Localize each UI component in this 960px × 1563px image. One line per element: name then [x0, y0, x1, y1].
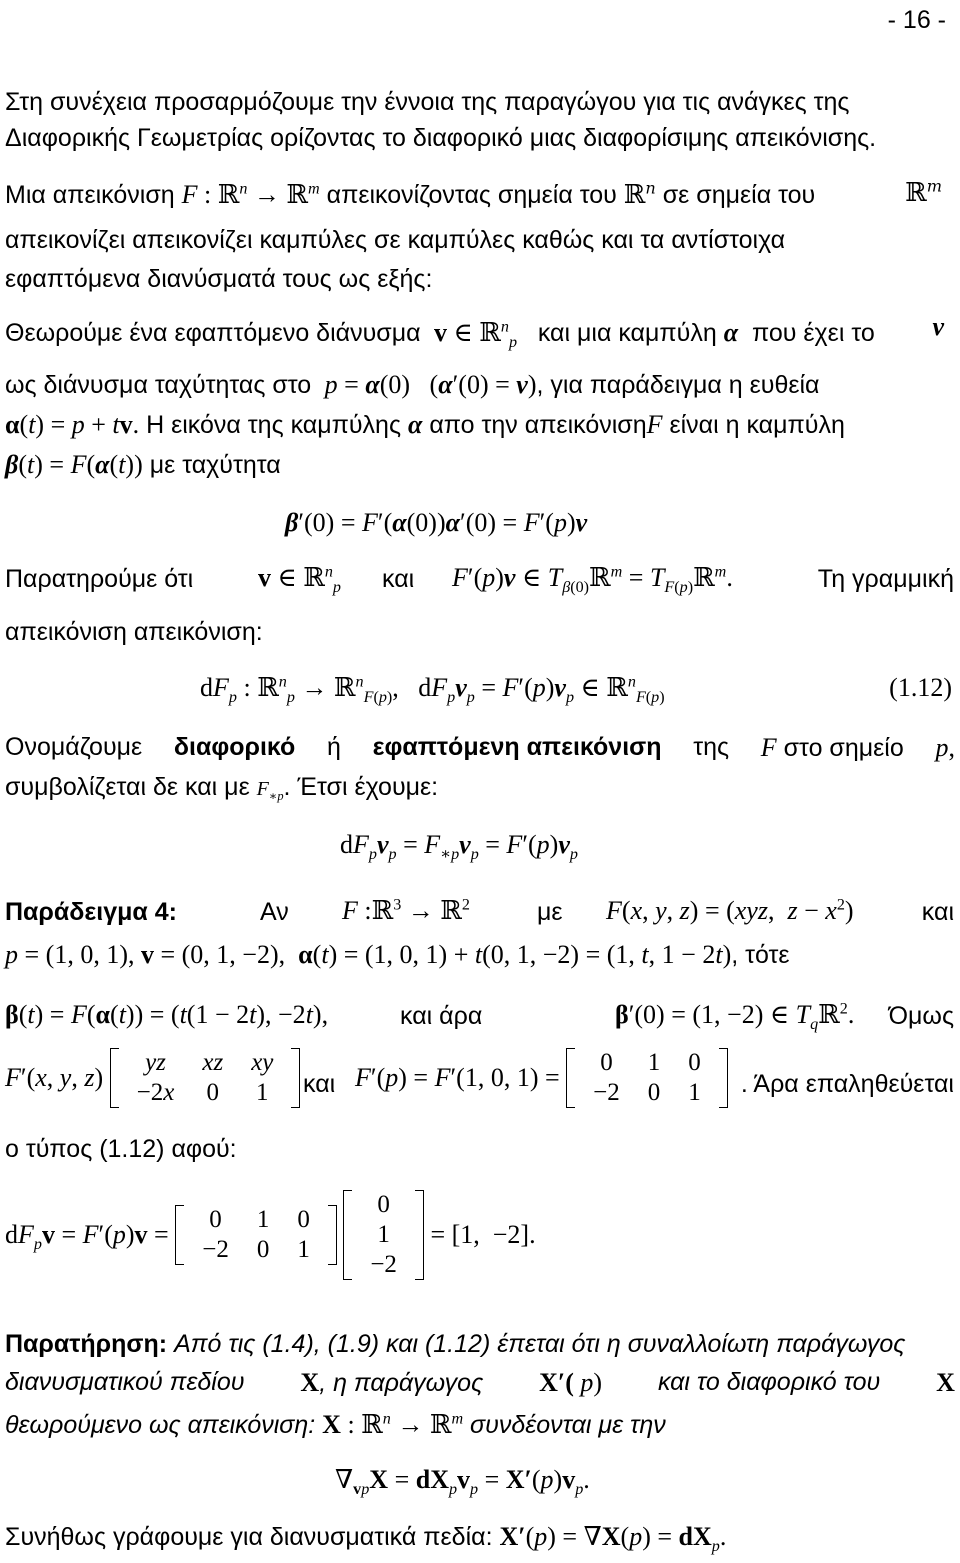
last-line [5, 1522, 955, 1556]
text: και [382, 565, 415, 593]
jacobian-at-p: 0 1 0 −2 0 1 [566, 1048, 728, 1108]
tangent-line-1 [5, 318, 955, 352]
text: σε σημεία του [662, 181, 816, 209]
example-line-5 [5, 1135, 955, 1164]
formula-p-v-alpha: p = (1, 0, 1), v = (0, 1, −2), α(t) = (1, 0, 1) + t(0, 1, −2) = (1, t, 1 − 2t) [5, 940, 732, 969]
with-text [537, 898, 563, 927]
tangent-line-2 [5, 370, 955, 400]
formula-p: p, [935, 733, 955, 762]
formula-Xprime: X′( p) [539, 1368, 603, 1397]
text-italic: θεωρούμενο ως απεικόνιση: [5, 1411, 316, 1439]
and-text [922, 898, 954, 927]
text: Διαφορικής Γεωμετρίας ορίζοντας το διαφορικό μιας διαφορίσιμης απεικόνισης. [5, 124, 877, 152]
and-text [382, 565, 414, 594]
formula-X-map: X : ℝ$^n$ → ℝ$^m$ [322, 1410, 464, 1440]
text: Τη γραμμική [817, 565, 954, 593]
formula-dFp-v: $dF_pv = F'(p)v$ = 0 1 0 −2 0 1 0 1 −2 = [1, −2]. [5, 1191, 536, 1278]
remark-line-1 [5, 1330, 955, 1359]
formula-alpha: α [723, 318, 739, 347]
observe-line-2 [5, 618, 955, 647]
formula-X-2: X [936, 1368, 955, 1397]
page-number: - 16 - [887, 6, 946, 34]
equation-number: (1.12) [889, 673, 952, 702]
map-definition-line [5, 176, 955, 210]
formula-v-in-rnp: v ∈ ℝ$^n_p$ [434, 318, 518, 352]
and-text-2 [303, 1070, 335, 1099]
text: εφαπτόμενα διανύσματά τους ως εξής: [5, 265, 433, 293]
text: , τότε [731, 941, 790, 969]
formula-alpha-2: α [407, 410, 423, 439]
formula-X: X [300, 1368, 320, 1397]
example-line-2 [5, 940, 955, 970]
formula-nabla: $\nabla_{vp}X = dX_pv_p = X'(p)v_p$. [335, 1465, 590, 1499]
text: Παρατηρούμε ότι [5, 565, 194, 593]
linear-text [818, 565, 954, 594]
text: Μια απεικόνιση [5, 181, 175, 209]
formula-beta-0: β′(0) = (1, −2) ∈ $T_qℝ^2$. [615, 1000, 855, 1034]
text: με [537, 898, 563, 926]
text-italic: και το διαφορικό του [657, 1368, 881, 1396]
text-italic: διανυσματικού πεδίου [5, 1368, 245, 1396]
formula-X-fields: $X'(p) = \nabla X(p) = dX_p$. [499, 1522, 727, 1556]
text: είναι η καμπύλη [669, 411, 845, 439]
text-italic: Από τις (1.4), (1.9) και (1.12) έπεται ότι η συναλλοίωτη παράγωγος [174, 1330, 906, 1358]
formula-map: F : ℝ$^n$ → ℝ$^m$ [181, 180, 320, 210]
formula-rm: ℝ$^m$ [905, 176, 942, 208]
text-italic: συνδέονται με την [470, 1411, 666, 1439]
text: συμβολίζεται δε και με [5, 773, 250, 801]
tangent-line-4 [5, 450, 955, 480]
text: Η εικόνα της καμπύλης [146, 411, 402, 439]
example-label: Παράδειγμα 4: [5, 898, 177, 926]
formula-rn: ℝ$^n$ [623, 178, 656, 210]
however-text [889, 1002, 954, 1031]
text: στο σημείο [783, 734, 904, 762]
formula-Fprime-p: F′(p) = F′(1, 0, 1) = 0 1 0 −2 0 1 [355, 1048, 728, 1108]
formula-Fxyz: F(x, y, z) = (xyz, $z - x^2$) [606, 896, 854, 925]
formula-dF-eq: $dF_pv_p = F_{∗p}v_p = F'(p)v_p$ [340, 830, 578, 864]
formula-v-in-rnp-2: v ∈ ℝ$^n_p$ [258, 563, 341, 597]
text: απεικόνιση απεικόνιση: [5, 618, 263, 646]
remark-line-3 [5, 1410, 955, 1440]
tangent-line-3 [5, 410, 955, 440]
formula-beta: β(t) = F(α(t)) [5, 450, 143, 479]
text: με ταχύτητα [149, 451, 281, 479]
formula-beta-t: β(t) = F(α(t)) = (t(1 − 2t), −2t), [5, 1000, 329, 1029]
formula-line: α(t) = p + tv. [5, 410, 140, 439]
intro-line-1 [5, 88, 955, 117]
text: Θεωρούμε ένα εφαπτόμενο διάνυσμα [5, 319, 421, 347]
jacobian-matrix: yz xz xy −2x 0 1 [110, 1048, 301, 1108]
text: . Έτσι έχουμε: [283, 773, 439, 801]
matrix-Fp: 0 1 0 −2 0 1 [175, 1205, 337, 1265]
map-line-2 [5, 226, 955, 255]
formula-Fv-in-T: F′(p)v ∈ $T_{\beta(0)}ℝ^m$ = $T_{F(p)}ℝ^m$. [452, 563, 733, 597]
map-line-3 [5, 265, 955, 294]
formula-F: F [646, 410, 663, 439]
text: ως διάνυσμα ταχύτητας στο [5, 371, 312, 399]
if-text [260, 898, 289, 927]
text: και άρα [400, 1002, 483, 1030]
text: Στη συνέχεια προσαρμόζουμε την έννοια της παραγώγου για τις ανάγκες της [5, 88, 850, 116]
name-line-1 [5, 733, 955, 763]
hence-text [400, 1002, 482, 1031]
formula-F: F [760, 733, 777, 762]
text: και μια καμπύλη [537, 319, 717, 347]
text: Όμως [888, 1002, 954, 1030]
text: απεικονίζει απεικονίζει καμπύλες σε καμπύλες καθώς και τα αντίστοιχα [5, 226, 786, 254]
intro-line-2 [5, 124, 955, 153]
text-italic: η παράγωγος [333, 1369, 484, 1397]
text: Αν [260, 898, 289, 926]
formula-Fprime-matrix: F′(x, y, z) yz xz xy −2x 0 1 [5, 1048, 300, 1108]
text-bold: διαφορικό [173, 733, 296, 761]
vector-v: 0 1 −2 [343, 1190, 424, 1280]
text: απο την απεικόνιση [429, 411, 647, 439]
remark-line-2: διανυσματικού πεδίου X, η παράγωγος X′( p) και το διαφορικό του X [5, 1368, 955, 1397]
text: ο τύπος (1.12) αφού: [5, 1135, 237, 1163]
text: , για παράδειγμα η ευθεία [536, 371, 820, 399]
remark-label: Παρατήρηση: [5, 1330, 168, 1358]
formula-beta-prime: β′(0) = F′(α(0))α′(0) = F′(p)v [285, 508, 588, 537]
text-bold: εφαπτόμενη απεικόνιση [372, 733, 662, 761]
formula-Fstar: $F_{∗p}$ [256, 778, 284, 803]
text: ή [327, 733, 341, 761]
text: Ονομάζουμε [5, 733, 143, 761]
text: και [921, 898, 954, 926]
formula-p-alpha0: p = α(0) (α′(0) = v) [324, 370, 537, 399]
text: που έχει το [752, 319, 875, 347]
formula-dFp: $dF_p$ : ℝ$^n_p$ → ℝ$^n_{F(p)}$, $dF_pv_p = F'(p)v_p$ ∈ ℝ$^n_{F(p)}$ [200, 673, 665, 707]
text: Συνήθως γράφουμε για διανυσματικά πεδία: [5, 1523, 493, 1551]
text: απεικονίζοντας σημεία του [326, 181, 617, 209]
name-line-2 [5, 773, 955, 802]
formula-v: v [932, 312, 944, 341]
verify-text [741, 1070, 954, 1099]
text: και [303, 1070, 336, 1098]
formula-F-R3-R2: F :ℝ$^3$ → ℝ$^2$ [342, 896, 470, 926]
text: της [693, 733, 730, 761]
text: . Άρα επαληθεύεται [740, 1070, 954, 1098]
